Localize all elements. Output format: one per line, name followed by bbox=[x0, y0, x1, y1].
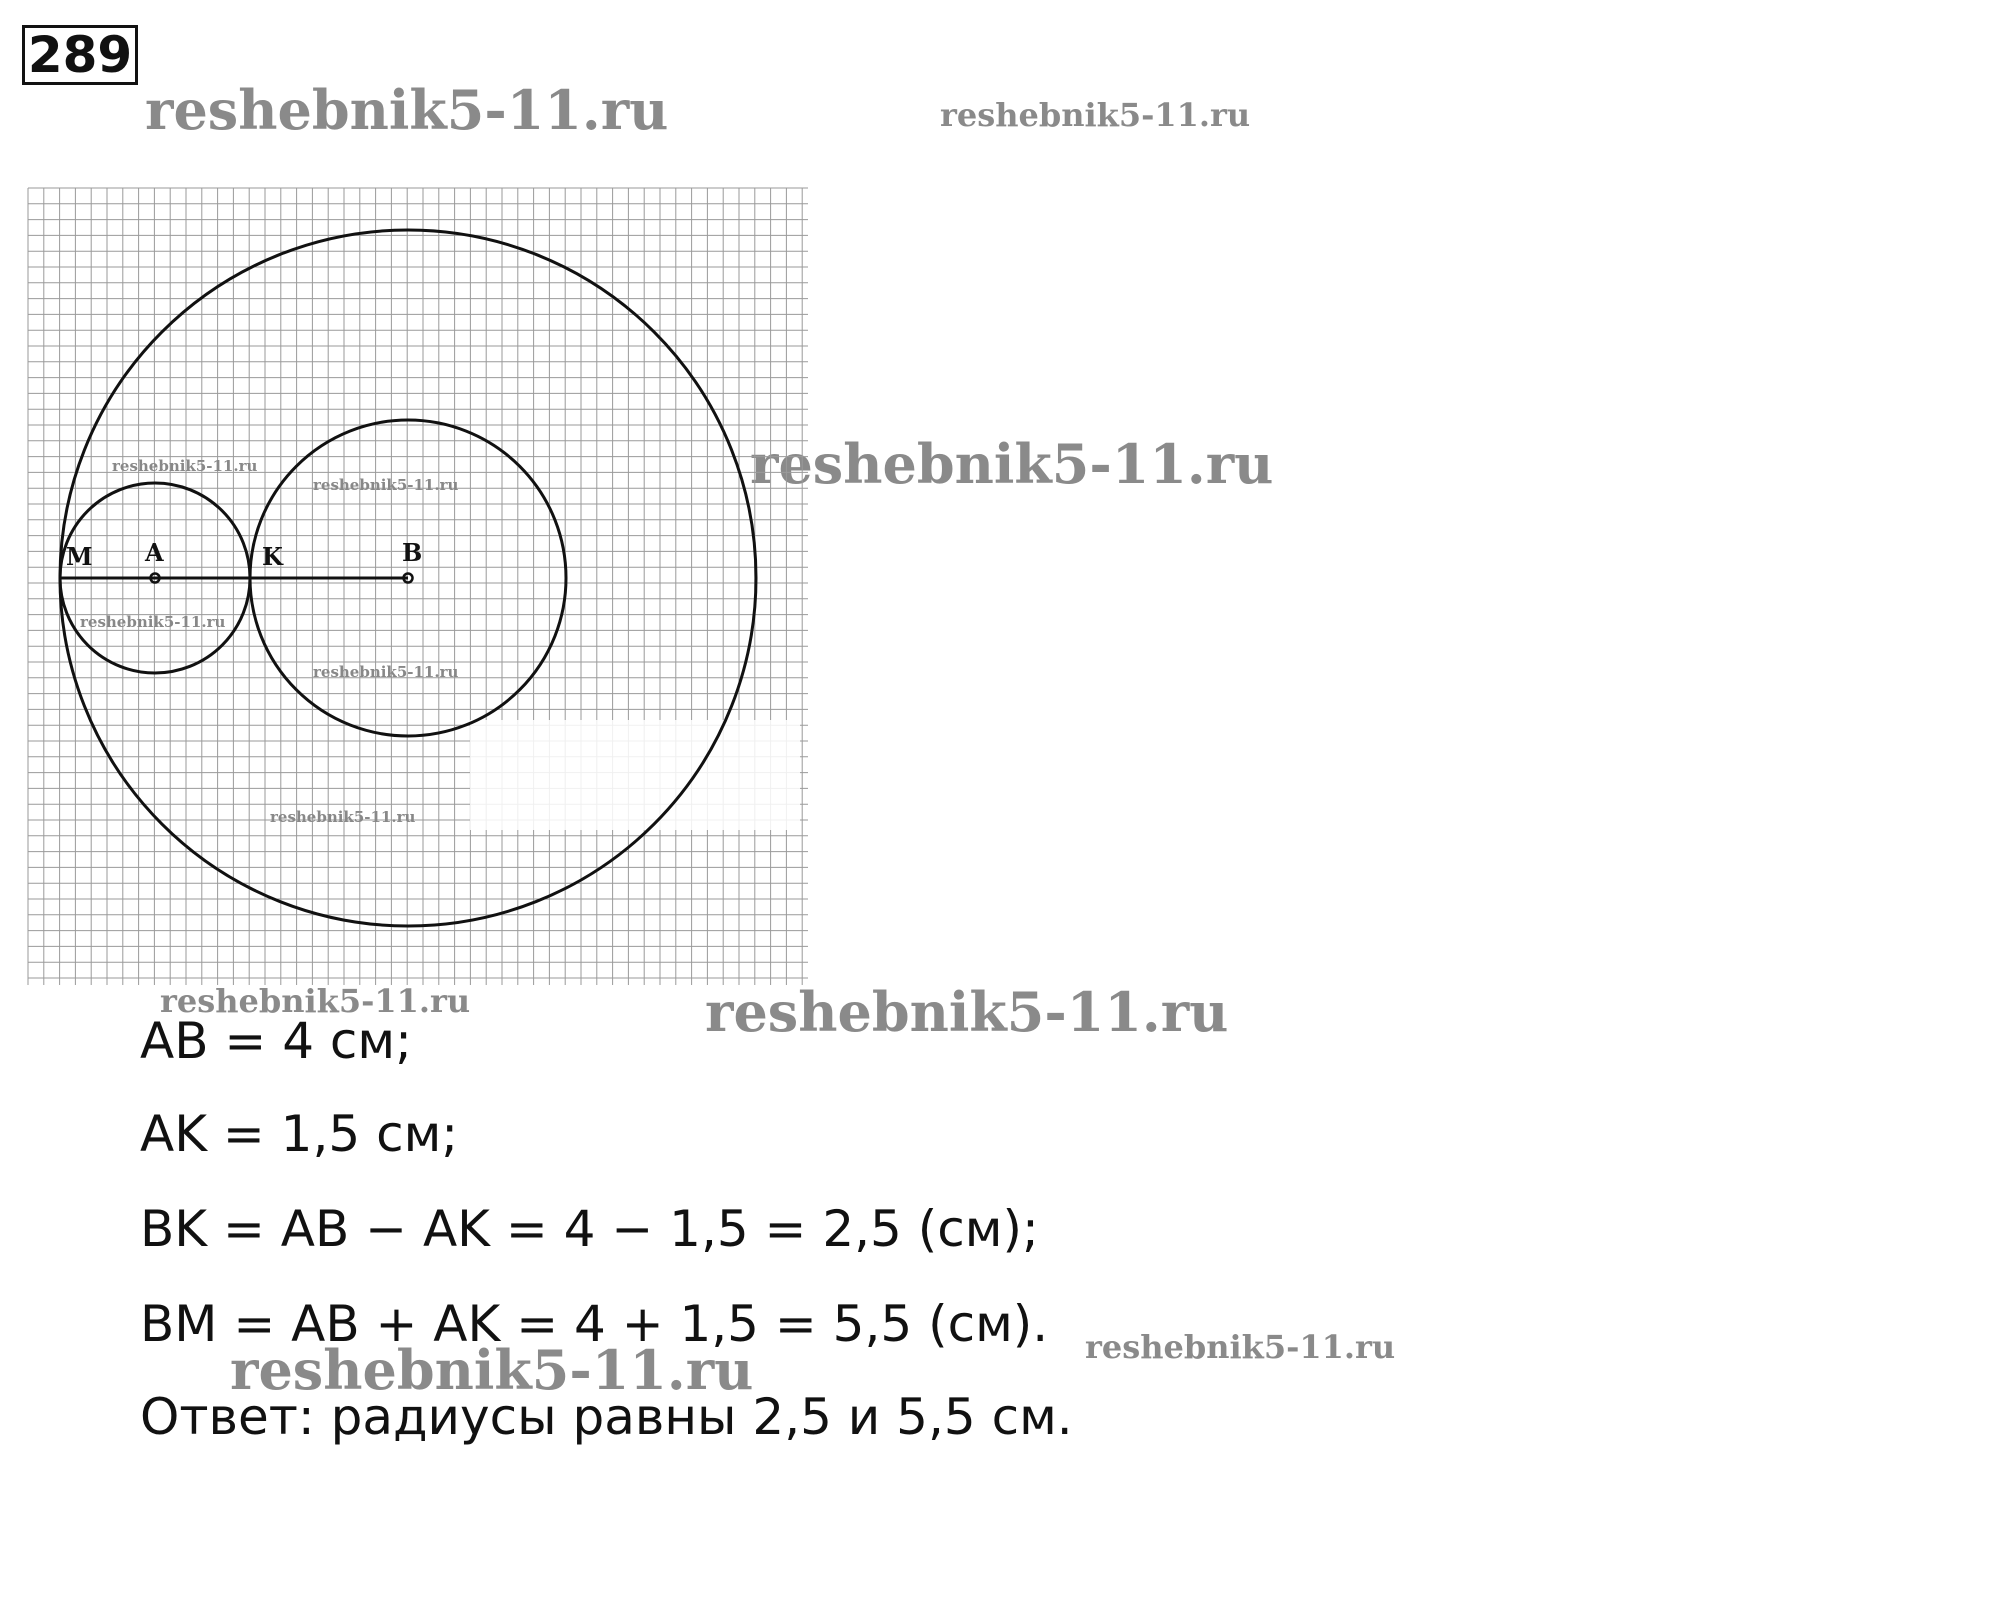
label-k: K bbox=[262, 542, 283, 571]
watermark-middle: reshebnik5-11.ru bbox=[705, 980, 1229, 1044]
watermark-below-grid: reshebnik5-11.ru bbox=[160, 982, 471, 1020]
grid-paper bbox=[28, 188, 808, 985]
watermark-circle-b-bottom: reshebnik5-11.ru bbox=[313, 663, 459, 681]
watermark-big-circle-bottom: reshebnik5-11.ru bbox=[270, 808, 416, 826]
solution-line-bm: BM = AB + AK = 4 + 1,5 = 5,5 (см). bbox=[140, 1295, 1049, 1353]
solution-line-ab: AB = 4 см; bbox=[140, 1012, 412, 1070]
solution-line-bk: BK = AB − AK = 4 − 1,5 = 2,5 (см); bbox=[140, 1200, 1039, 1258]
label-a: A bbox=[145, 538, 164, 567]
task-number: 289 bbox=[22, 25, 138, 85]
label-b: B bbox=[402, 538, 423, 567]
watermark-circle-a-bottom: reshebnik5-11.ru bbox=[80, 613, 226, 631]
watermark-above-answer: reshebnik5-11.ru bbox=[230, 1338, 754, 1402]
watermark-top-left: reshebnik5-11.ru bbox=[145, 78, 669, 142]
solution-answer: Ответ: радиусы равны 2,5 и 5,5 см. bbox=[140, 1388, 1073, 1446]
watermark-circle-a-top: reshebnik5-11.ru bbox=[112, 457, 258, 475]
label-m: M bbox=[66, 542, 93, 571]
watermark-top-right: reshebnik5-11.ru bbox=[940, 96, 1251, 134]
watermark-right-of-bm: reshebnik5-11.ru bbox=[1085, 1328, 1396, 1366]
watermark-circle-b-top: reshebnik5-11.ru bbox=[313, 476, 459, 494]
watermark-figure-right: reshebnik5-11.ru bbox=[750, 432, 1274, 496]
erased-patch bbox=[470, 720, 800, 830]
solution-line-ak: AK = 1,5 см; bbox=[140, 1105, 459, 1163]
